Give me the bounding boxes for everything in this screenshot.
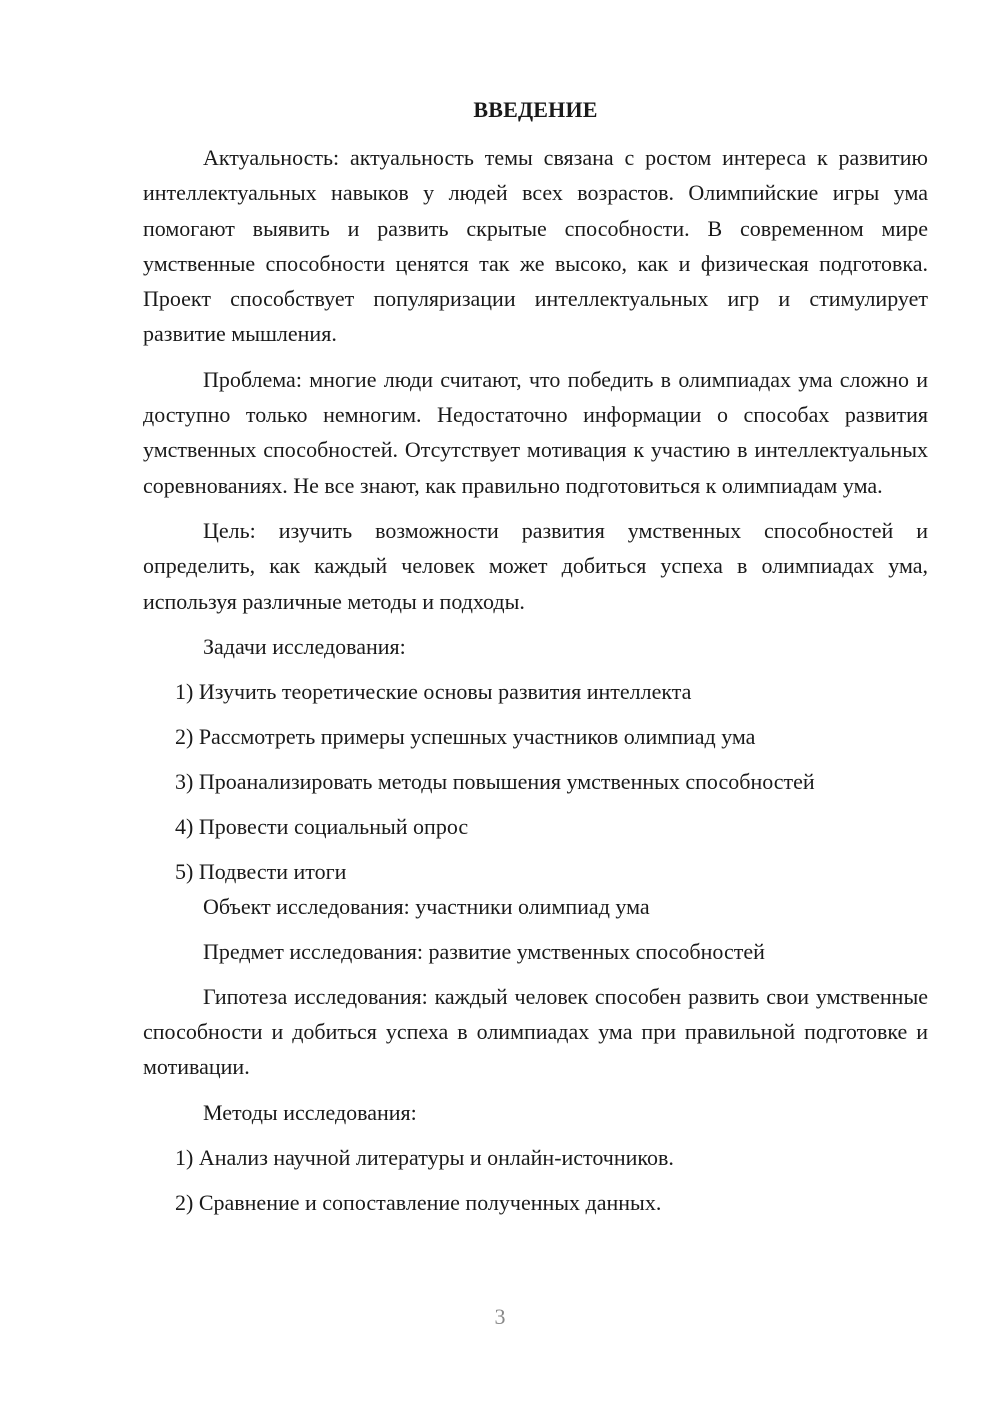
task-item: 5) Подвести итоги <box>175 858 347 884</box>
hypothesis-paragraph: Гипотеза исследования: каждый человек способен развить свои умственные способности и добиться успеха в олимпиадах ума при правильной подготовке и мотивации. <box>143 983 928 1080</box>
method-item: 1) Анализ научной литературы и онлайн-источников. <box>175 1144 674 1170</box>
task-item: 4) Провести социальный опрос <box>175 813 469 839</box>
task-item: 1) Изучить теоретические основы развития интеллекта <box>175 678 692 704</box>
problem-paragraph: Проблема: многие люди считают, что победить в олимпиадах ума сложно и доступно только немногим. Недостаточно информации о способах развития умственных способностей. Отсутствует мотивация к участию в интеллектуальных соревнованиях. Не все знают, как правильно подготовиться к олимпиадам ума. <box>143 366 928 498</box>
page-title: ВВЕДЕНИЕ <box>473 97 598 122</box>
task-item: 2) Рассмотреть примеры успешных участников олимпиад ума <box>175 723 756 749</box>
task-item: 3) Проанализировать методы повышения умственных способностей <box>175 768 815 794</box>
object-paragraph: Объект исследования: участники олимпиад ума <box>203 893 650 919</box>
subject-paragraph: Предмет исследования: развитие умственных способностей <box>203 938 765 964</box>
document-page <box>143 92 928 1230</box>
tasks-label: Задачи исследования: <box>203 633 406 659</box>
methods-label: Методы исследования: <box>203 1099 417 1125</box>
goal-paragraph: Цель: изучить возможности развития умственных способностей и определить, как каждый человек может добиться успеха в олимпиадах ума, используя различные методы и подходы. <box>143 517 928 614</box>
relevance-paragraph: Актуальность: актуальность темы связана с ростом интереса к развитию интеллектуальных навыков у людей всех возрастов. Олимпийские игры ума помогают выявить и развить скрытые способности. В современном мире умственные способности ценятся так же высоко, как и физическая подготовка. Проект способствует популяризации интеллектуальных игр и стимулирует развитие мышления. <box>143 145 928 347</box>
methods-list <box>143 1140 928 1220</box>
page-number: 3 <box>494 1304 506 1329</box>
method-item: 2) Сравнение и сопоставление полученных данных. <box>175 1189 662 1215</box>
tasks-list <box>143 674 928 889</box>
